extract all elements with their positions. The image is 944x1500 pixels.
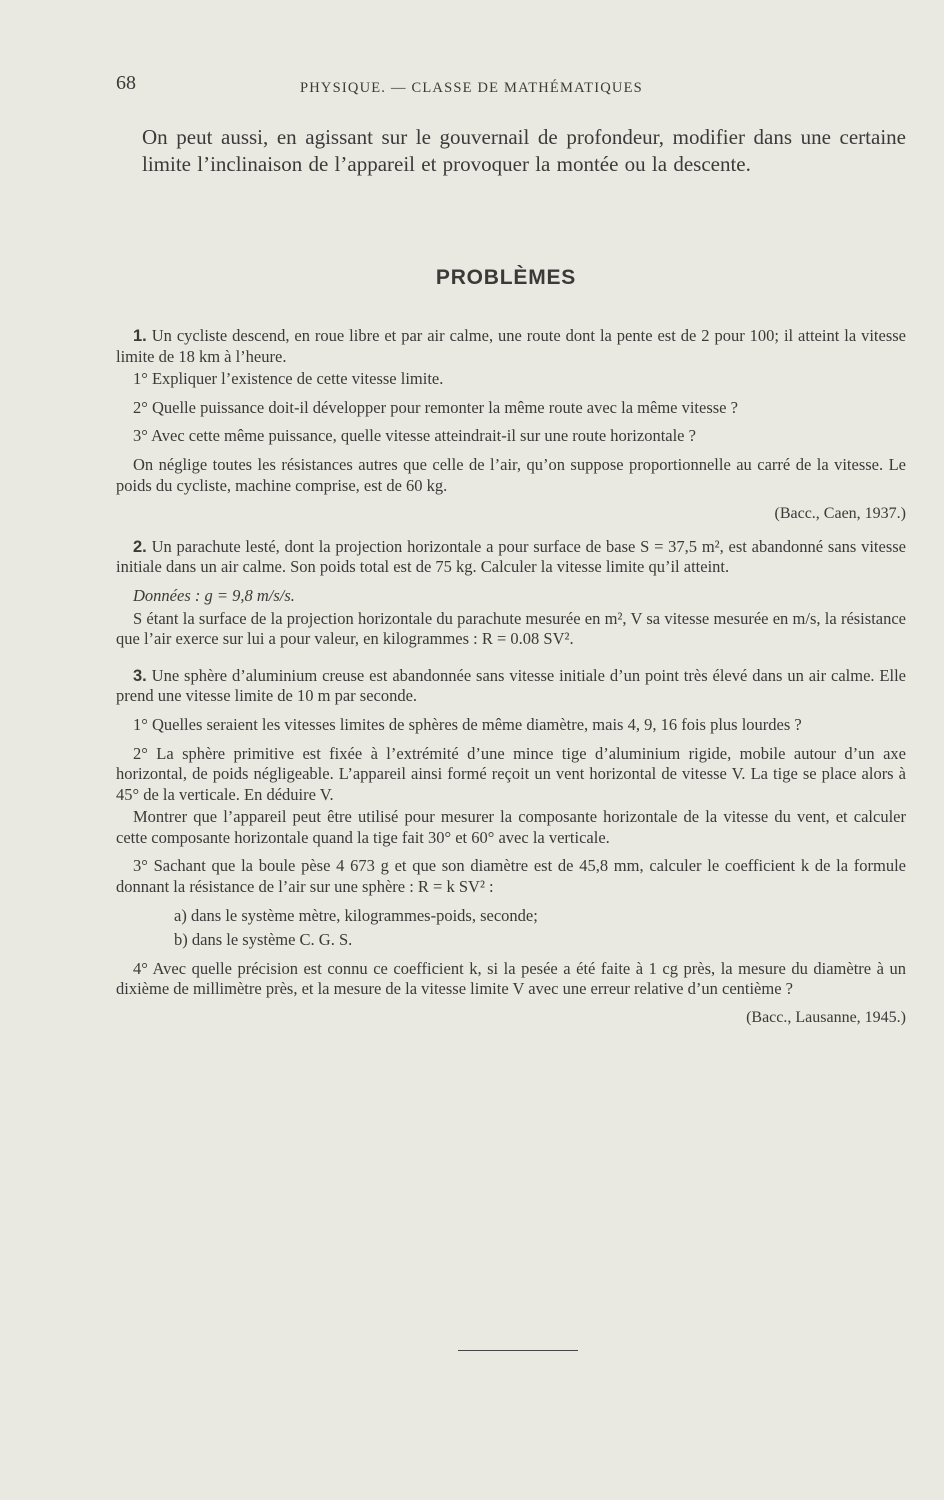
- problem-3-question-1: 1° Quelles seraient les vitesses limites de sphères de même diamètre, mais 4, 9, 16 fois plus lourdes ?: [133, 714, 802, 734]
- problems-body: [116, 326, 906, 1041]
- problem-1-citation: (Bacc., Caen, 1937.): [774, 505, 906, 523]
- page-header: [116, 72, 906, 102]
- problem-3-question-4: 4° Avec quelle précision est connu ce coefficient k, si la pesée a été faite à 1 cg près, la mesure du diamètre à un dixième de millimètre près, et la mesure de la vitesse limite V avec une erreur relative d’un centième ?: [116, 958, 906, 999]
- problem-1-question-3: 3° Avec cette même puissance, quelle vitesse atteindrait-il sur une route horizontale ?: [133, 426, 696, 446]
- problem-1-question-1: 1° Expliquer l’existence de cette vitesse limite.: [133, 369, 444, 389]
- problem-3-statement: [116, 666, 906, 707]
- problem-1-note: On néglige toutes les résistances autres que celle de l’air, qu’on suppose proportionnelle au carré de la vitesse. Le poids du cycliste, machine comprise, est de 60 kg.: [116, 454, 906, 495]
- problem-2-number: 2.: [133, 537, 147, 556]
- end-rule: [458, 1350, 578, 1351]
- problem-3-number: 3.: [133, 666, 147, 685]
- intro-paragraph: On peut aussi, en agissant sur le gouvernail de profondeur, modifier dans une certaine limite l’inclinaison de l’appareil et provoquer la montée ou la descente.: [142, 125, 906, 176]
- problem-1-statement: [116, 326, 906, 367]
- running-head: PHYSIQUE. — CLASSE DE MATHÉMATIQUES: [300, 80, 643, 96]
- problem-3-question-2: 2° La sphère primitive est fixée à l’extrémité d’une mince tige d’aluminium rigide, mobile autour d’un axe horizontal, de poids négligeable. L’appareil ainsi formé reçoit un vent horizontal de vitesse V. La tige se place alors à 45° de la verticale. En déduire V.: [116, 743, 906, 804]
- problem-3-question-2b: Montrer que l’appareil peut être utilisé pour mesurer la composante horizontale de la vitesse du vent, et calculer cette composante horizontale quand la tige fait 30° et 60° avec la verticale.: [116, 807, 906, 847]
- problem-3-text: Une sphère d’aluminium creuse est abandonnée sans vitesse initiale d’un point très élevé dans un air calme. Elle prend une vitesse limite de 10 m par seconde.: [116, 665, 906, 706]
- problem-2-statement: [116, 537, 906, 578]
- section-title: PROBLÈMES: [435, 266, 577, 289]
- problem-1-text: Un cycliste descend, en roue libre et par air calme, une route dont la pente est de 2 pour 100; il atteint la vitesse limite de 18 km à l’heure.: [116, 326, 907, 366]
- problem-1-question-2: 2° Quelle puissance doit-il développer pour remonter la même route avec la même vitesse ?: [133, 397, 738, 417]
- problem-3-question-3a: a) dans le système mètre, kilogrammes-poids, seconde;: [174, 905, 538, 925]
- problem-2-data-text: S étant la surface de la projection horizontale du parachute mesurée en m², V sa vitesse mesurée en m/s, la résistance que l’air exerce sur lui a pour valeur, en kilogrammes : R = 0.08 SV².: [116, 608, 906, 649]
- problem-1-number: 1.: [133, 327, 147, 345]
- problem-3-question-3: 3° Sachant que la boule pèse 4 673 g et que son diamètre est de 45,8 mm, calculer le coefficient k de la formule donnant la résistance de l’air sur une sphère : R = k SV² :: [116, 856, 906, 897]
- problem-3-citation: (Bacc., Lausanne, 1945.): [746, 1009, 906, 1027]
- problem-2-text: Un parachute lesté, dont la projection horizontale a pour surface de base S = 37,5 m², est abandonné sans vitesse initiale dans un air calme. Son poids total est de 75 kg. Calculer la vitesse limite qu’il atteint.: [116, 536, 907, 577]
- problem-2-data-label-text: Données : g = 9,8 m/s/s.: [133, 585, 295, 605]
- problem-2-data-label: [116, 586, 906, 607]
- problem-3-question-3b: b) dans le système C. G. S.: [174, 930, 353, 950]
- page-number: 68: [116, 72, 136, 94]
